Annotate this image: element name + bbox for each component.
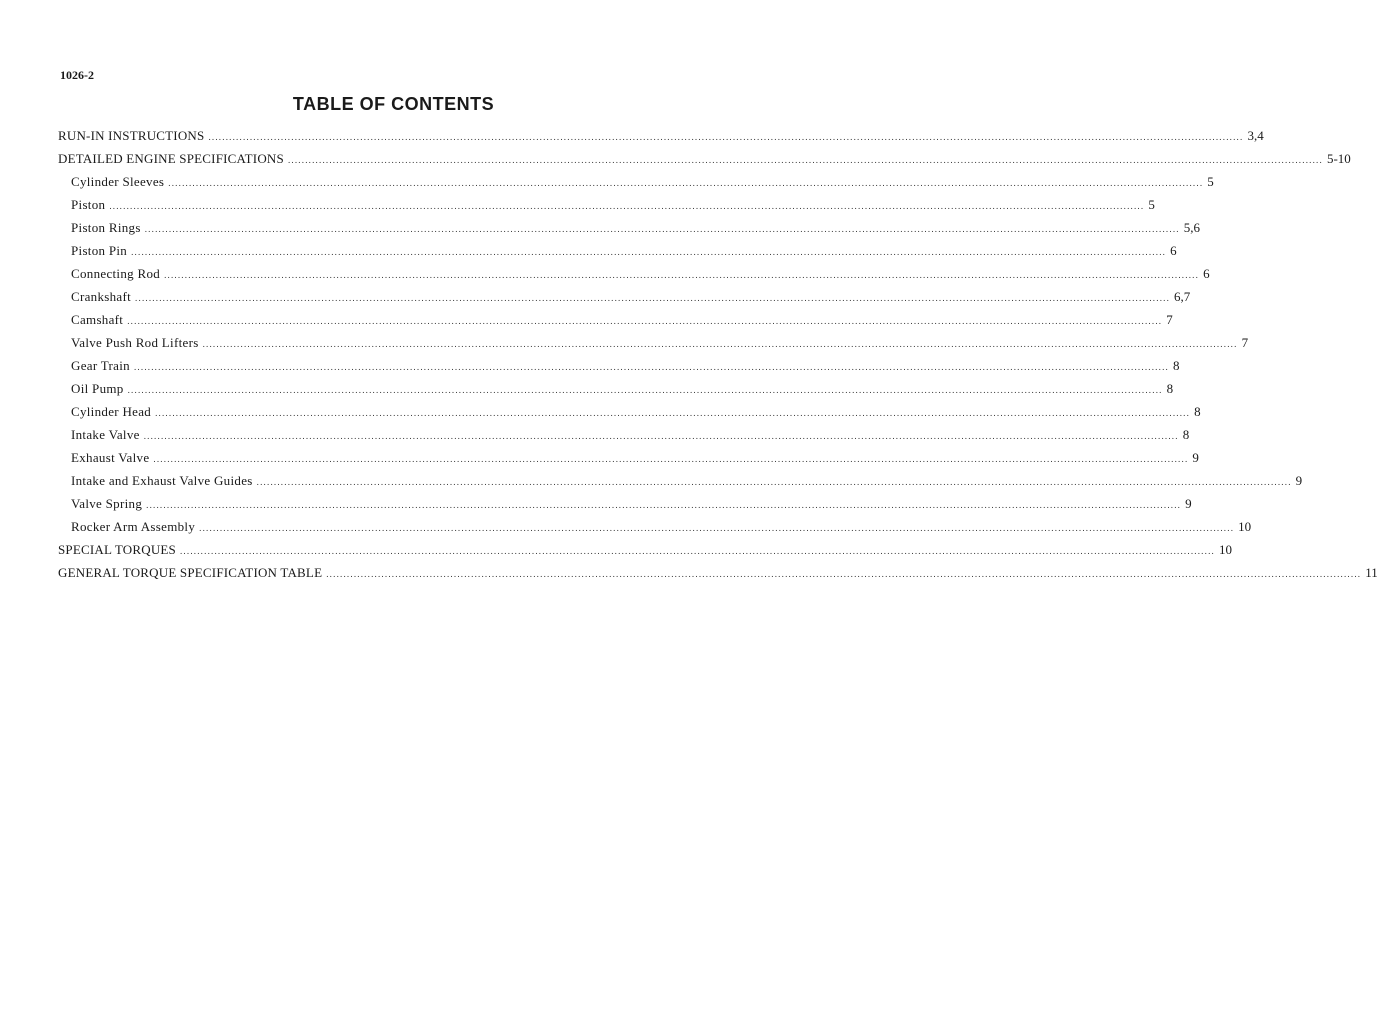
dot-leader: ............................................................................................................................................................................................................................................................................................................ — [153, 454, 1189, 464]
toc-entry[interactable] — [58, 262, 1210, 285]
toc-entry-page: 10 — [1218, 542, 1232, 557]
toc-entry[interactable] — [58, 285, 1191, 308]
toc-entry-label: Intake and Exhaust Valve Guides — [71, 473, 253, 488]
toc-entry-label: Piston — [71, 197, 106, 212]
toc-entry-label: Crankshaft — [71, 289, 132, 304]
dot-leader: ............................................................................................................................................................................................................................................................................................................ — [131, 247, 1167, 257]
toc-entry-page: 5,6 — [1183, 220, 1200, 235]
toc-entry[interactable] — [58, 492, 1192, 515]
toc-entry-label: SPECIAL TORQUES — [58, 542, 176, 557]
toc-entry[interactable] — [58, 515, 1252, 538]
toc-entry-label: Piston Rings — [71, 220, 141, 235]
toc-entry-label: Rocker Arm Assembly — [71, 519, 196, 534]
toc-entry-page: 9 — [1295, 473, 1303, 488]
dot-leader: ............................................................................................................................................................................................................................................................................................................ — [164, 270, 1200, 280]
toc-entry[interactable] — [58, 124, 1264, 147]
toc-entry[interactable] — [58, 239, 1177, 262]
toc-entry-page: 8 — [1166, 381, 1174, 396]
toc-entry[interactable] — [58, 423, 1190, 446]
toc-entry[interactable] — [58, 170, 1214, 193]
toc-entry-page: 11 — [1365, 565, 1378, 580]
toc-entry-page: 10 — [1238, 519, 1252, 534]
dot-leader: ............................................................................................................................................................................................................................................................................................................ — [135, 293, 1171, 303]
toc-entry-label: DETAILED ENGINE SPECIFICATIONS — [58, 151, 284, 166]
dot-leader: ............................................................................................................................................................................................................................................................................................................ — [127, 316, 1163, 326]
page-number: 1026-2 — [60, 68, 94, 82]
toc-entry-label: Valve Push Rod Lifters — [71, 335, 199, 350]
toc-entry[interactable] — [58, 469, 1303, 492]
dot-leader: ............................................................................................................................................................................................................................................................................................................ — [109, 201, 1145, 211]
toc-entry[interactable] — [58, 446, 1199, 469]
toc-entry-label: Cylinder Head — [71, 404, 152, 419]
toc-entry-page: 9 — [1192, 450, 1199, 465]
toc-entry-label: Camshaft — [71, 312, 124, 327]
toc-entry-label: Cylinder Sleeves — [71, 174, 165, 189]
toc-entry-page: 6 — [1170, 243, 1177, 258]
dot-leader: ............................................................................................................................................................................................................................................................................................................ — [287, 155, 1323, 165]
toc-entry-page: 9 — [1185, 496, 1192, 511]
dot-leader: ............................................................................................................................................................................................................................................................................................................ — [155, 408, 1191, 418]
toc-entry-page: 5 — [1148, 197, 1155, 212]
toc-entry-label: Exhaust Valve — [71, 450, 150, 465]
dot-leader: ............................................................................................................................................................................................................................................................................................................ — [256, 477, 1292, 487]
toc-entry-page: 3,4 — [1247, 128, 1264, 143]
toc-entry[interactable] — [58, 216, 1200, 239]
toc-entry[interactable] — [58, 561, 1378, 584]
dot-leader: ............................................................................................................................................................................................................................................................................................................ — [179, 546, 1215, 556]
toc-entry-label: Intake Valve — [71, 427, 140, 442]
toc-entry-label: GENERAL TORQUE SPECIFICATION TABLE — [58, 565, 323, 580]
toc-entry-page: 8 — [1182, 427, 1190, 442]
toc-entry[interactable] — [58, 354, 1180, 377]
dot-leader: ............................................................................................................................................................................................................................................................................................................ — [202, 339, 1238, 349]
dot-leader: ............................................................................................................................................................................................................................................................................................................ — [326, 569, 1362, 579]
toc-entry[interactable] — [58, 193, 1155, 216]
toc-entry-page: 8 — [1194, 404, 1201, 419]
dot-leader: ............................................................................................................................................................................................................................................................................................................ — [208, 132, 1244, 142]
toc-entry[interactable] — [58, 400, 1201, 423]
dot-leader: ............................................................................................................................................................................................................................................................................................................ — [133, 362, 1169, 372]
toc-entry-page: 8 — [1172, 358, 1180, 373]
toc-entry-label: Gear Train — [71, 358, 130, 373]
toc-entry-label: Connecting Rod — [71, 266, 161, 281]
dot-leader: ............................................................................................................................................................................................................................................................................................................ — [143, 431, 1179, 441]
page-title: TABLE OF CONTENTS — [292, 94, 495, 114]
toc-entry-page: 6,7 — [1174, 289, 1191, 304]
table-of-contents — [58, 124, 1378, 584]
toc-entry-page: 5-10 — [1326, 151, 1351, 166]
dot-leader: ............................................................................................................................................................................................................................................................................................................ — [168, 178, 1204, 188]
toc-entry[interactable] — [58, 147, 1351, 170]
toc-entry-label: Oil Pump — [71, 381, 124, 396]
toc-entry-page: 7 — [1241, 335, 1249, 350]
toc-entry-page: 6 — [1203, 266, 1210, 281]
toc-entry[interactable] — [58, 308, 1173, 331]
dot-leader: ............................................................................................................................................................................................................................................................................................................ — [199, 523, 1235, 533]
toc-entry-label: Piston Pin — [71, 243, 128, 258]
toc-entry-page: 5 — [1207, 174, 1214, 189]
toc-entry-label: RUN-IN INSTRUCTIONS — [58, 128, 205, 143]
dot-leader: ............................................................................................................................................................................................................................................................................................................ — [144, 224, 1180, 234]
toc-entry-label: Valve Spring — [71, 496, 143, 511]
toc-entry[interactable] — [58, 331, 1249, 354]
dot-leader: ............................................................................................................................................................................................................................................................................................................ — [146, 500, 1182, 510]
toc-entry[interactable] — [58, 377, 1174, 400]
toc-entry-page: 7 — [1166, 312, 1173, 327]
dot-leader: ............................................................................................................................................................................................................................................................................................................ — [127, 385, 1163, 395]
toc-entry[interactable] — [58, 538, 1232, 561]
